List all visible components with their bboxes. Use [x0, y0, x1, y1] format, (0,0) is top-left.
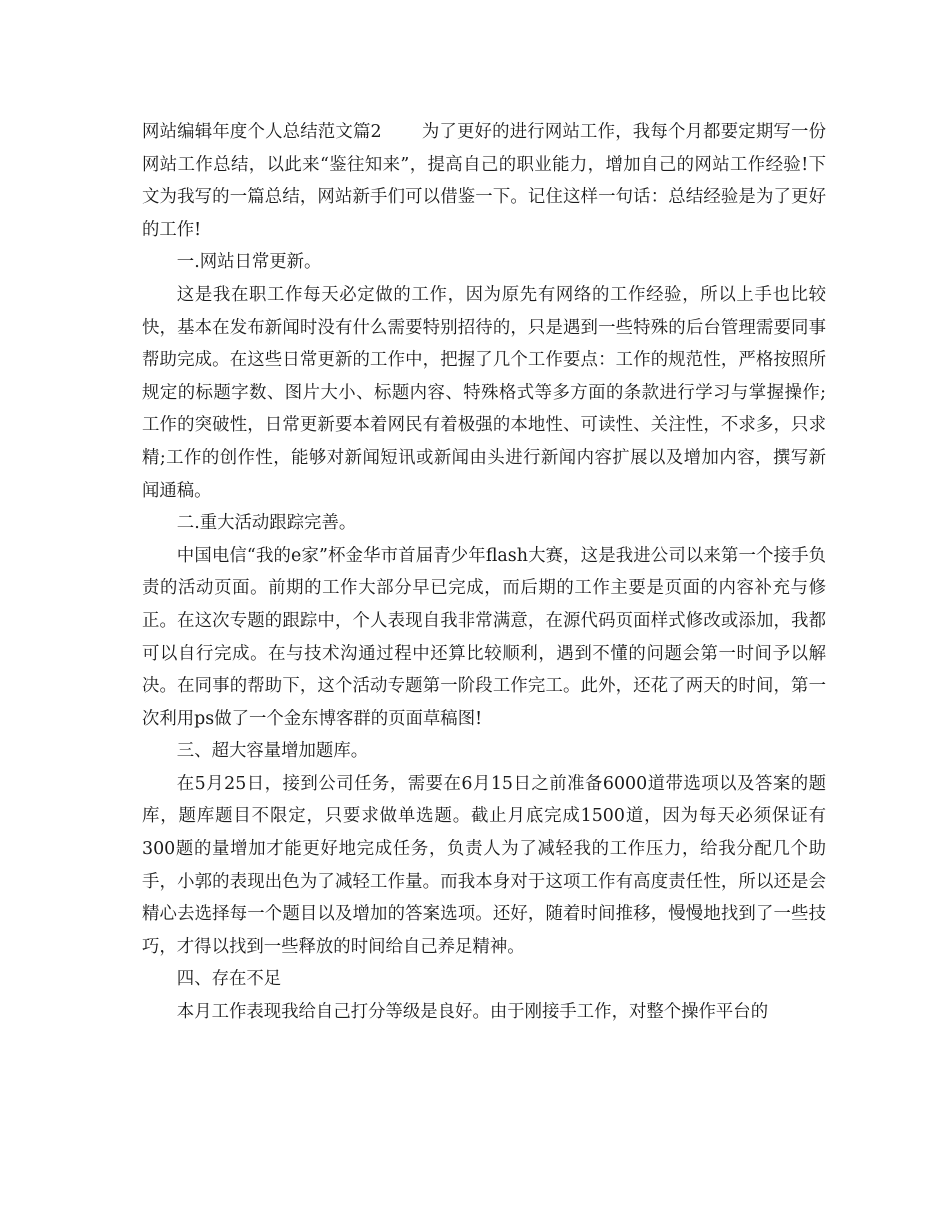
section-heading-3: 三、超大容量增加题库。 — [176, 741, 369, 762]
section-heading-4: 四、存在不足 — [176, 969, 282, 990]
intro-paragraph — [142, 116, 826, 246]
intro-text: 为了更好的进行网站工作，我每个月都要定期写一份网站工作总结，以此来“鉴往知来”，提高自己的职业能力，增加自己的网站工作经验!下文为我写的一篇总结，网站新手们可以借鉴一下。记住这样一句话：总结经验是为了更好的工作! — [142, 122, 826, 240]
section-body-1: 这是我在职工作每天必定做的工作，因为原先有网络的工作经验，所以上手也比较快，基本在发布新闻时没有什么需要特别招待的，只是遇到一些特殊的后台管理需要同事帮助完成。在这些日常更新的工作中，把握了几个工作要点：工作的规范性，严格按照所规定的标题字数、图片大小、标题内容、特殊格式等多方面的条款进行学习与掌握操作;工作的突破性，日常更新要本着网民有着极强的本地性、可读性、关注性，不求多，只求精;工作的创作性，能够对新闻短讯或新闻由头进行新闻内容扩展以及增加内容，撰写新闻通稿。 — [142, 284, 826, 501]
section-body-4: 本月工作表现我给自己打分等级是良好。由于刚接手工作，对整个操作平台的 — [176, 1002, 769, 1023]
section-body-2: 中国电信“我的e家”杯金华市首届青少年flash大赛，这是我进公司以来第一个接手负责的活动页面。前期的工作大部分早已完成，而后期的工作主要是页面的内容补充与修正。在这次专题的跟踪中，个人表现自我非常满意，在源代码页面样式修改或添加，我都可以自行完成。在与技术沟通过程中还算比较顺利，遇到不懂的问题会第一时间予以解决。在同事的帮助下，这个活动专题第一阶段工作完工。此外，还花了两天的时间，第一次利用ps做了一个金东博客群的页面草稿图! — [142, 545, 826, 729]
document-title: 网站编辑年度个人总结范文篇2 — [142, 122, 382, 142]
section-heading-2: 二.重大活动跟踪完善。 — [176, 513, 357, 534]
section-heading-1: 一.网站日常更新。 — [176, 252, 322, 273]
document-page — [142, 116, 826, 1029]
section-body-3: 在5月25日，接到公司任务，需要在6月15日之前准备6000道带选项以及答案的题库，题库题目不限定，只要求做单选题。截止月底完成1500道，因为每天必须保证有300题的量增加才能更好地完成任务，负责人为了减轻我的工作压力，给我分配几个助手，小郭的表现出色为了减轻工作量。而我本身对于这项工作有高度责任性，所以还是会精心去选择每一个题目以及增加的答案选项。还好，随着时间推移，慢慢地找到了一些技巧，才得以找到一些释放的时间给自己养足精神。 — [142, 773, 826, 957]
